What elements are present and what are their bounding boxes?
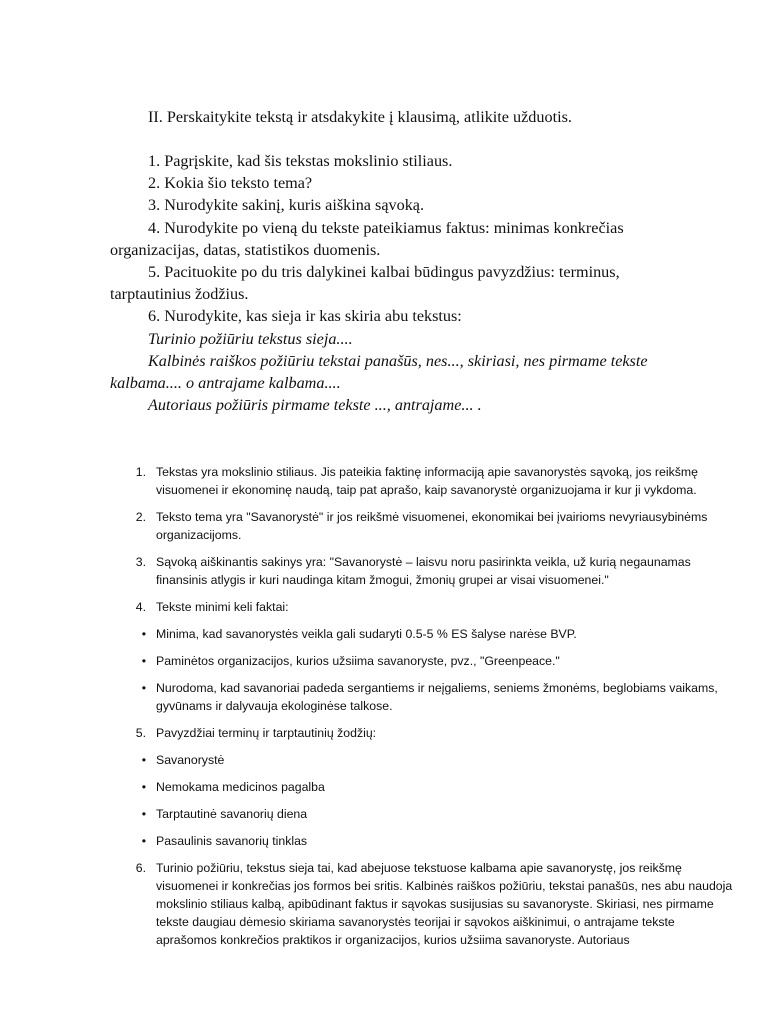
- task-3: 3. Nurodykite sakinį, kuris aiškina sąvoką.: [148, 196, 425, 215]
- task-2: 2. Kokia šio teksto tema?: [148, 174, 313, 193]
- italic-line-2: Kalbinės raiškos požiūriu tekstai panašūs, nes..., skiriasi, nes pirmame tekste kalbama.... o antrajame kalbama....: [110, 351, 648, 393]
- italic-line-1: Turinio požiūriu tekstus sieja....: [148, 329, 353, 348]
- bullet-marker: •: [141, 834, 146, 848]
- assignment-heading: [110, 106, 670, 128]
- answer-item: [110, 553, 735, 589]
- bullet-item: [110, 805, 735, 823]
- bullet-item: [110, 751, 735, 769]
- answer-item: [110, 598, 735, 616]
- bullet-item: [110, 679, 735, 715]
- answer-item: [110, 508, 735, 544]
- answer-marker: 1.: [135, 465, 146, 479]
- answer-text: Teksto tema yra "Savanorystė" ir jos reikšmė visuomenei, ekonomikai bei įvairioms nevyriausybinėms organizacijoms.: [156, 510, 708, 542]
- answer-list: [110, 463, 735, 958]
- italic-line-3: Autoriaus požiūris pirmame tekste ..., antrajame... .: [148, 396, 482, 415]
- answer-item: [110, 724, 735, 742]
- bullet-marker: •: [141, 807, 146, 821]
- task-5: 5. Pacituokite po du tris dalykinei kalbai būdingus pavyzdžius: terminus, tarptautinius žodžius.: [110, 263, 620, 304]
- task-list: [110, 150, 670, 416]
- answer-text: Tekste minimi keli faktai:: [156, 600, 289, 614]
- bullet-item: [110, 832, 735, 850]
- answer-marker: 3.: [135, 555, 146, 569]
- answer-marker: 4.: [135, 600, 146, 614]
- bullet-text: Nemokama medicinos pagalba: [156, 780, 325, 794]
- bullet-text: Pasaulinis savanorių tinklas: [156, 834, 308, 848]
- task-6: 6. Nurodykite, kas sieja ir kas skiria abu tekstus:: [148, 307, 462, 326]
- task-4: 4. Nurodykite po vieną du tekste pateikiamus faktus: minimas konkrečias organizacijas, datas, statistikos duomenis.: [110, 218, 624, 259]
- answer-item: [110, 859, 735, 949]
- bullet-marker: •: [141, 627, 146, 641]
- heading-text: II. Perskaitykite tekstą ir atsdakykite į klausimą, atlikite užduotis.: [148, 108, 572, 126]
- task-1: 1. Pagrįskite, kad šis tekstas mokslinio stiliaus.: [148, 152, 453, 170]
- bullet-text: Minima, kad savanorystės veikla gali sudaryti 0.5-5 % ES šalyse narėse BVP.: [156, 627, 577, 641]
- bullet-item: [110, 625, 735, 643]
- bullet-marker: •: [141, 753, 146, 767]
- answer-item: [110, 463, 735, 499]
- bullet-item: [110, 778, 735, 796]
- answer-text: Pavyzdžiai terminų ir tarptautinių žodžių:: [156, 726, 377, 740]
- bullet-marker: •: [141, 654, 146, 668]
- bullet-text: Paminėtos organizacijos, kurios užsiima savanoryste, pvz., "Greenpeace.": [156, 654, 560, 668]
- answer-marker: 5.: [135, 726, 146, 740]
- bullet-marker: •: [141, 681, 146, 695]
- bullet-text: Savanorystė: [156, 753, 225, 767]
- answer-text: Turinio požiūriu, tekstus sieja tai, kad abejuose tekstuose kalbama apie savanorystę, jos reikšmę visuomenei ir konkrečias jos formos bei sritis. Kalbinės raiškos požiūriu, tekstai panašūs, nes abu naudoja mokslinio stiliaus kalbą, apibūdinant faktus ir sąvokas susijusias su savanoryste. Skiriasi, nes pirmame tekste daugiau dėmesio skiriama savanorystės teorijai ir sąvokos aiškinimui, o antrajame tekste aprašomos konkrečios praktikos ir organizacijos, kurios užsiima savanoryste. Autoriaus: [156, 861, 733, 947]
- answer-text: Tekstas yra mokslinio stiliaus. Jis pateikia faktinę informaciją apie savanorystės sąvoką, jos reikšmę visuomenei ir ekonominę naudą, taip pat aprašo, kaip savanorystė organizuojama ir kur ji vykdoma.: [156, 465, 698, 497]
- answer-marker: 6.: [135, 861, 146, 875]
- bullet-item: [110, 652, 735, 670]
- bullet-text: Tarptautinė savanorių diena: [156, 807, 308, 821]
- bullet-marker: •: [141, 780, 146, 794]
- answer-text: Sąvoką aiškinantis sakinys yra: "Savanorystė – laisvu noru pasirinkta veikla, už kurią negaunamas finansinis atlygis ir kuri naudinga kitam žmogui, žmonių grupei ar visai visuomenei.": [156, 555, 691, 587]
- answer-marker: 2.: [135, 510, 146, 524]
- bullet-text: Nurodoma, kad savanoriai padeda sergantiems ir neįgaliems, seniems žmonėms, beglobiams vaikams, gyvūnams ir dalyvauja ekologinėse talkose.: [156, 681, 718, 713]
